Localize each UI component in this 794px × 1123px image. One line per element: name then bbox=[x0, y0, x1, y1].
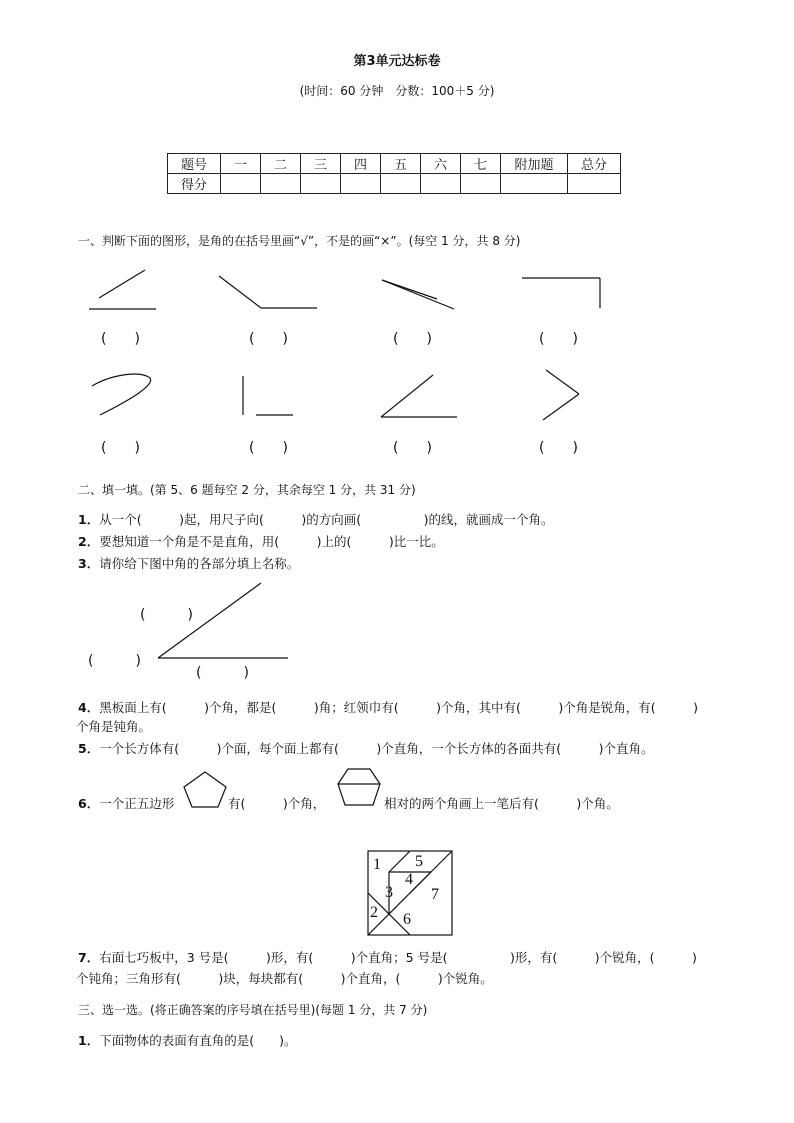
answer-blank[interactable]: ( ) bbox=[539, 440, 578, 456]
question-text: 一个正五边形 bbox=[99, 796, 175, 811]
figure-6-separate-lines bbox=[243, 376, 293, 415]
score-cell: 一 bbox=[221, 154, 261, 174]
question-2-1 bbox=[78, 510, 553, 528]
question-number: 4． bbox=[78, 700, 100, 715]
question-number: 3． bbox=[78, 556, 100, 571]
question-text: 从一个( )起，用尺子向( )的方向画( )的线，就画成一个角。 bbox=[99, 512, 554, 527]
question-2-7 bbox=[78, 948, 697, 966]
hexagon-shape bbox=[338, 769, 380, 805]
figure-2-bent-line bbox=[219, 276, 317, 308]
answer-blank[interactable]: ( ) bbox=[101, 440, 140, 456]
figure-3-angle bbox=[382, 280, 454, 309]
tangram-number: 5 bbox=[415, 853, 423, 870]
question-2-2 bbox=[78, 532, 444, 550]
figure-8-angle bbox=[543, 370, 579, 420]
section1-heading: 一、判断下面的图形，是角的在括号里画“√”，不是的画“×”。(每空 1 分，共 8 分) bbox=[78, 234, 521, 248]
tangram-figure bbox=[368, 851, 452, 935]
angle-side-blank[interactable]: ( ) bbox=[140, 607, 193, 623]
score-input-cell[interactable] bbox=[221, 174, 261, 194]
score-input-cell[interactable] bbox=[421, 174, 461, 194]
tangram-number: 2 bbox=[370, 904, 378, 921]
question-text: 一个长方体有( )个面，每个面上都有( )个直角，一个长方体的各面共有( )个直角。 bbox=[99, 741, 654, 756]
answer-blank[interactable]: ( ) bbox=[393, 440, 432, 456]
question-text: 下面物体的表面有直角的是( )。 bbox=[99, 1033, 297, 1048]
score-cell: 题号 bbox=[168, 154, 221, 174]
question-text: 右面七巧板中，3 号是( )形，有( )个直角；5 号是( )形，有( )个锐角，( ) bbox=[99, 950, 697, 965]
question-2-6-text-b: 有( )个角， bbox=[228, 796, 326, 811]
question-2-4-cont: 个角是钝角。 bbox=[76, 719, 152, 734]
figure-1-angle bbox=[89, 270, 156, 309]
figure-4-right-angle bbox=[522, 278, 600, 308]
score-input-cell[interactable] bbox=[381, 174, 421, 194]
question-2-6-text-c: 相对的两个角画上一笔后有( )个角。 bbox=[384, 796, 619, 811]
score-cell: 得分 bbox=[168, 174, 221, 194]
score-cell: 四 bbox=[341, 154, 381, 174]
tangram-number: 4 bbox=[405, 871, 413, 888]
question-text: 要想知道一个角是不是直角，用( )上的( )比一比。 bbox=[99, 534, 444, 549]
answer-blank[interactable]: ( ) bbox=[393, 331, 432, 347]
question-2-5 bbox=[78, 739, 653, 757]
question-3-1 bbox=[78, 1031, 296, 1049]
score-cell: 三 bbox=[301, 154, 341, 174]
score-cell: 总分 bbox=[568, 154, 621, 174]
score-input-cell[interactable] bbox=[341, 174, 381, 194]
answer-blank[interactable]: ( ) bbox=[101, 331, 140, 347]
score-table-score-row bbox=[168, 174, 621, 194]
score-cell: 七 bbox=[461, 154, 501, 174]
answer-blank[interactable]: ( ) bbox=[249, 440, 288, 456]
tangram-number: 7 bbox=[431, 886, 439, 903]
question-number: 2． bbox=[78, 534, 100, 549]
score-input-cell[interactable] bbox=[568, 174, 621, 194]
answer-blank[interactable]: ( ) bbox=[539, 331, 578, 347]
figure-7-angle bbox=[381, 375, 457, 417]
score-cell: 附加题 bbox=[501, 154, 568, 174]
figure-5-curve bbox=[92, 374, 151, 415]
question-number: 1． bbox=[78, 512, 100, 527]
score-cell: 二 bbox=[261, 154, 301, 174]
score-input-cell[interactable] bbox=[501, 174, 568, 194]
question-2-3 bbox=[78, 554, 299, 572]
score-table-header-row bbox=[168, 154, 621, 174]
score-table bbox=[167, 153, 621, 194]
score-input-cell[interactable] bbox=[261, 174, 301, 194]
question-2-7-cont: 个钝角；三角形有( )块，每块都有( )个直角，( )个锐角。 bbox=[76, 971, 493, 986]
tangram-number: 3 bbox=[385, 884, 393, 901]
section2-heading: 二、填一填。(第 5、6 题每空 2 分，其余每空 1 分，共 31 分) bbox=[78, 483, 416, 497]
question-2-6-number bbox=[78, 794, 174, 812]
question-number: 5． bbox=[78, 741, 100, 756]
question-text: 黑板面上有( )个角，都是( )角；红领巾有( )个角，其中有( )个角是锐角，有( ) bbox=[99, 700, 698, 715]
score-input-cell[interactable] bbox=[461, 174, 501, 194]
page-subtitle: (时间：60 分钟 分数：100＋5 分) bbox=[299, 84, 495, 98]
question-2-4 bbox=[78, 698, 698, 716]
answer-blank[interactable]: ( ) bbox=[249, 331, 288, 347]
score-cell: 六 bbox=[421, 154, 461, 174]
question-number: 1． bbox=[78, 1033, 100, 1048]
question-number: 7． bbox=[78, 950, 100, 965]
pentagon-shape bbox=[184, 772, 226, 807]
angle-vertex-blank[interactable]: ( ) bbox=[88, 653, 141, 669]
tangram-number: 1 bbox=[373, 856, 381, 873]
angle-side-blank[interactable]: ( ) bbox=[196, 665, 249, 681]
score-cell: 五 bbox=[381, 154, 421, 174]
score-input-cell[interactable] bbox=[301, 174, 341, 194]
question-text: 请你给下图中角的各部分填上名称。 bbox=[99, 556, 300, 571]
question-number: 6． bbox=[78, 796, 100, 811]
section3-heading: 三、选一选。(将正确答案的序号填在括号里)(每题 1 分，共 7 分) bbox=[78, 1003, 428, 1017]
page-title: 第3单元达标卷 bbox=[353, 54, 441, 69]
tangram-number: 6 bbox=[403, 911, 411, 928]
